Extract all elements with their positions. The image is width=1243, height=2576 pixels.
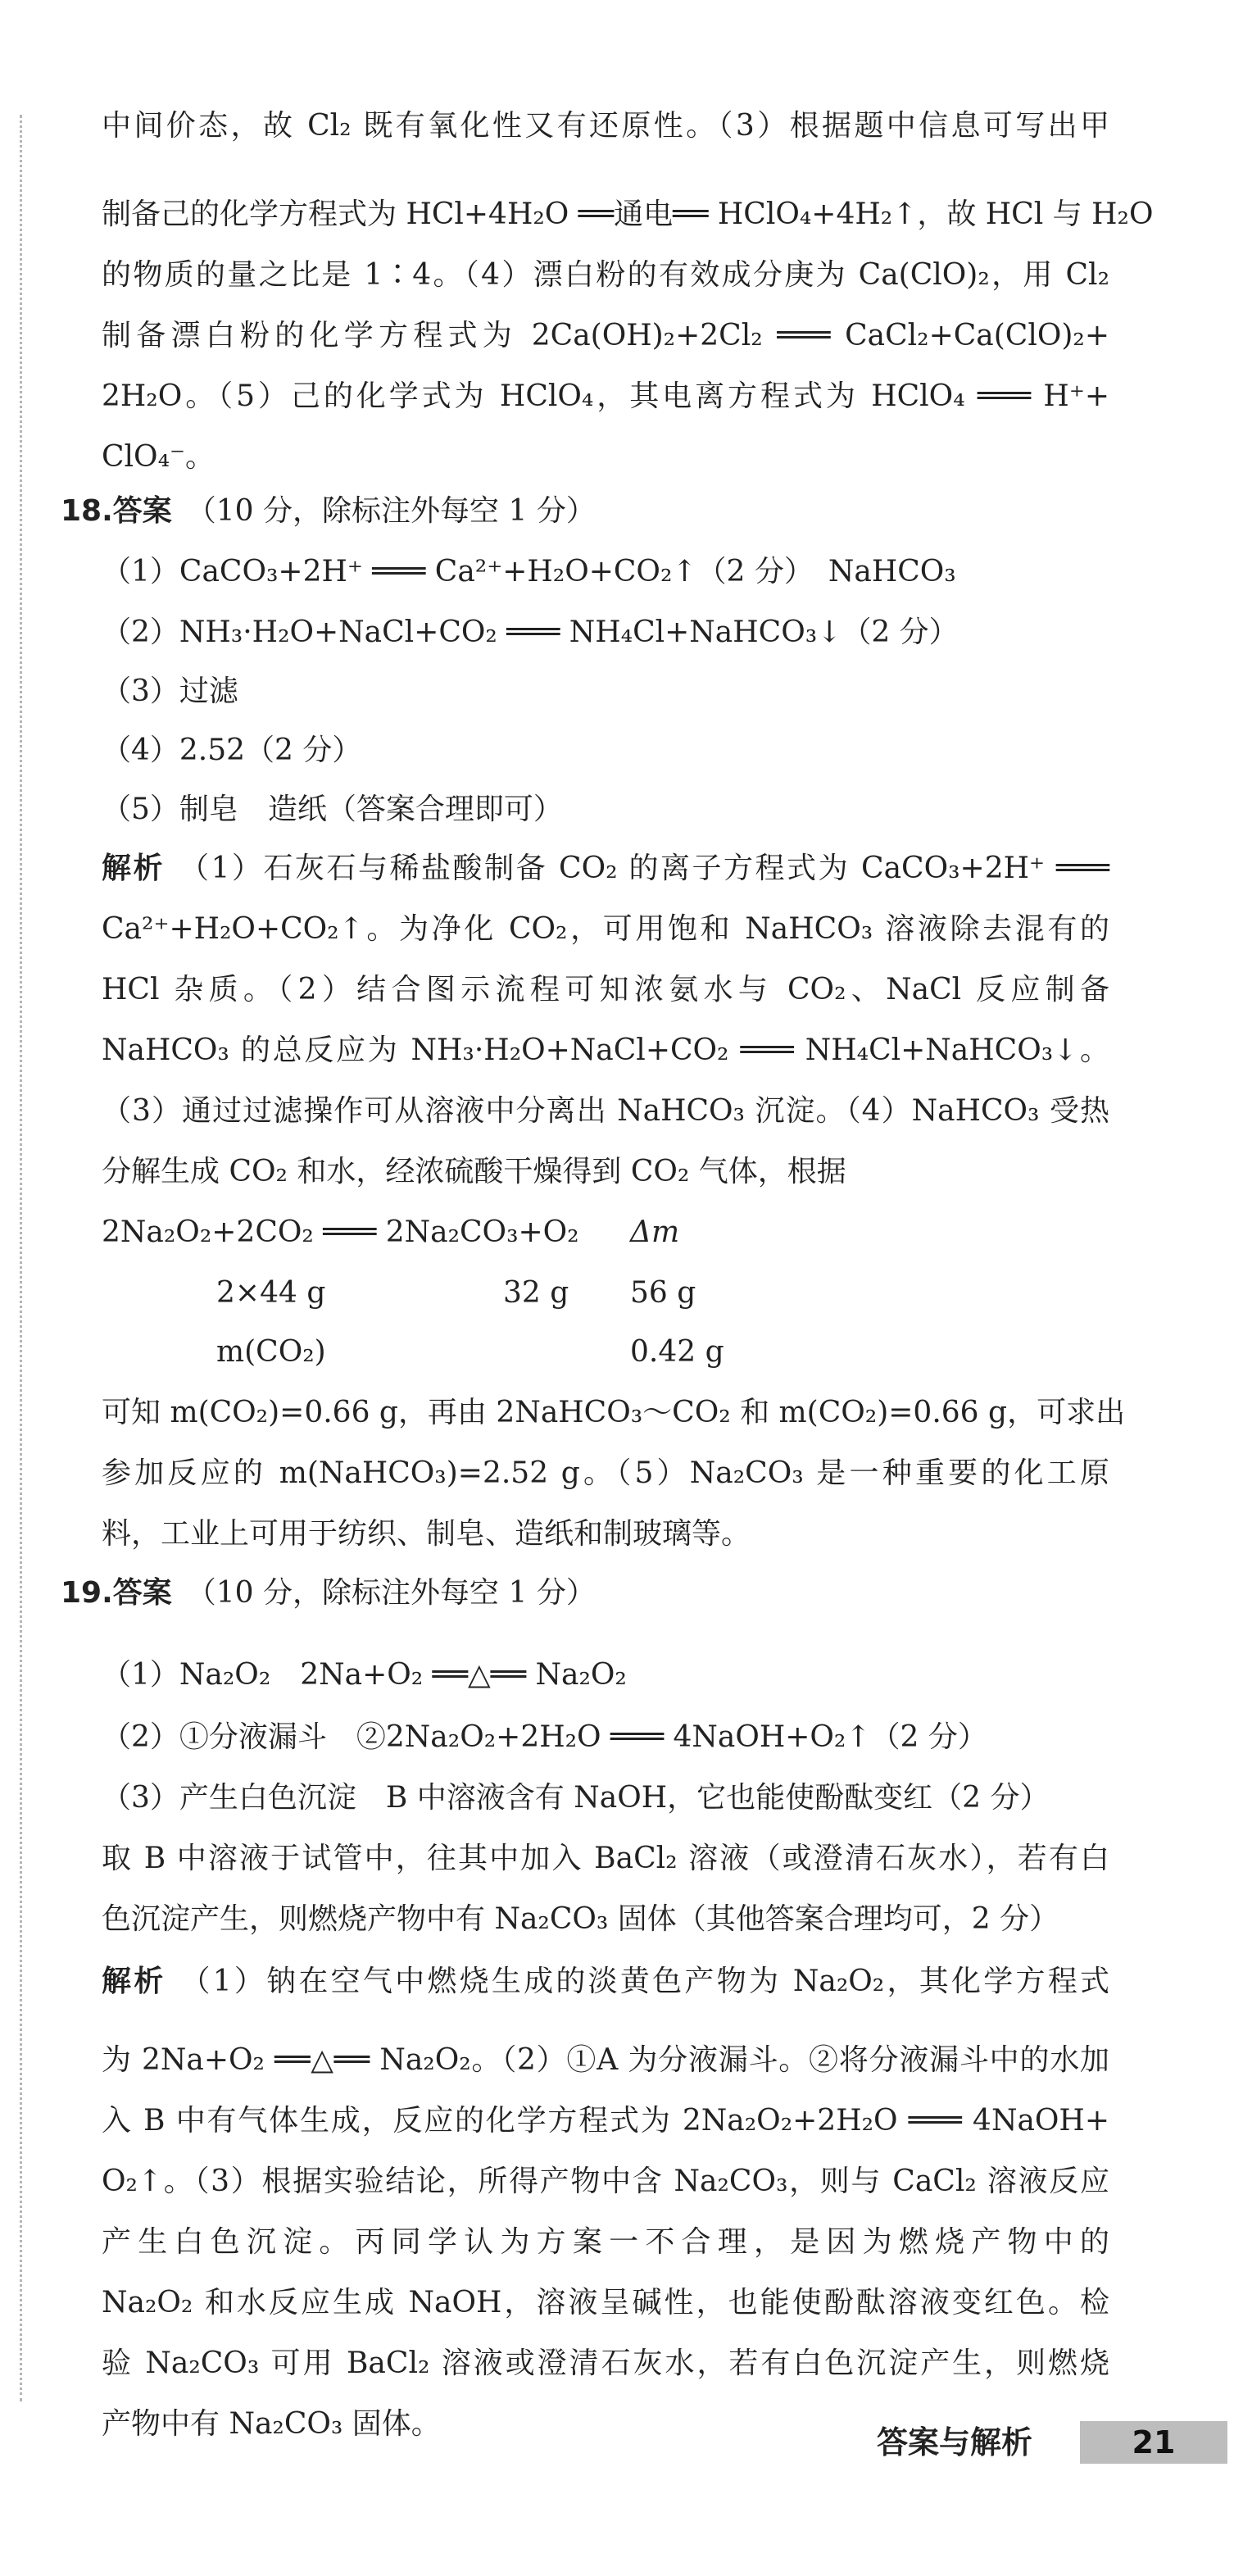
q19-analysis-text: （1）钠在空气中燃烧生成的淡黄色产物为 Na₂O₂，其化学方程式 <box>180 1965 1109 1998</box>
q19-score-note: （10 分，除标注外每空 1 分） <box>186 1576 596 1610</box>
calc-delta-ratio: 56 g <box>630 1276 696 1310</box>
q19-answer-line: 色沉淀产生，则燃烧产物中有 Na₂CO₃ 固体（其他答案合理均可，2 分） <box>102 1902 1059 1936</box>
q19-analysis-line: 入 B 中有气体生成，反应的化学方程式为 2Na₂O₂+2H₂O ═══ 4NaOH+ <box>102 2104 1109 2138</box>
q18-analysis-line: NaHCO₃ 的总反应为 NH₃·H₂O+NaCl+CO₂ ═══ NH₄Cl+NaHCO₃↓。 <box>102 1034 1109 1067</box>
q19-analysis-line: O₂↑。（3）根据实验结论，所得产物中含 Na₂CO₃，则与 CaCl₂ 溶液反应 <box>102 2165 1109 2198</box>
q19-analysis-line: 产生白色沉淀。丙同学认为方案一不合理，是因为燃烧产物中的 <box>102 2225 1109 2259</box>
q19-analysis-label: 解析 <box>102 1965 166 1998</box>
text-line: 2H₂O。（5）己的化学式为 HClO₄，其电离方程式为 HClO₄ ═══ H⁺+ <box>102 379 1109 413</box>
q19-analysis-line: 为 2Na+O₂ ══△══ Na₂O₂。（2）①A 为分液漏斗。②将分液漏斗中的水加 <box>102 2043 1109 2077</box>
calc-o2-mass-ratio: 32 g <box>503 1276 569 1310</box>
q18-answer-line: （1）CaCO₃+2H⁺ ═══ Ca²⁺+H₂O+CO₂↑（2 分） NaHCO₃ <box>102 555 956 588</box>
q18-analysis-line: 参加反应的 m(NaHCO₃)=2.52 g。（5）Na₂CO₃ 是一种重要的化工原 <box>102 1456 1109 1490</box>
page-content <box>61 0 1154 2576</box>
q18-answer-line: （2）NH₃·H₂O+NaCl+CO₂ ═══ NH₄Cl+NaHCO₃↓（2 分） <box>102 616 959 649</box>
q19-analysis-line: 产物中有 Na₂CO₃ 固体。 <box>102 2407 441 2441</box>
q18-answer-line: （3）过滤 <box>102 675 238 708</box>
binding-margin-dotted-line <box>20 115 22 2401</box>
calc-co2-unknown: m(CO₂) <box>216 1335 326 1369</box>
q19-answer-line: （3）产生白色沉淀 B 中溶液含有 NaOH，它也能使酚酞变红（2 分） <box>102 1781 1050 1815</box>
q18-analysis-line: 料，工业上可用于纺织、制皂、造纸和制玻璃等。 <box>102 1517 751 1551</box>
q18-analysis-line: （3）通过过滤操作可从溶液中分离出 NaHCO₃ 沉淀。（4）NaHCO₃ 受热 <box>102 1094 1109 1128</box>
text-line: 中间价态，故 Cl₂ 既有氧化性又有还原性。（3）根据题中信息可写出甲 <box>102 109 1109 143</box>
text-line: 制备漂白粉的化学方程式为 2Ca(OH)₂+2Cl₂ ═══ CaCl₂+Ca(ClO)₂+ <box>102 319 1109 352</box>
footer-section-title: 答案与解析 <box>877 2424 1033 2460</box>
q18-answer-label: 18.答案 <box>61 494 172 528</box>
q19-answer-label: 19.答案 <box>61 1576 172 1610</box>
text-line: 制备己的化学方程式为 HCl+4H₂O ══通电══ HClO₄+4H₂↑，故 HCl 与 H₂O <box>102 198 1154 231</box>
q18-answer-line: （4）2.52（2 分） <box>102 734 362 767</box>
q18-analysis-text: （1）石灰石与稀盐酸制备 CO₂ 的离子方程式为 CaCO₃+2H⁺ ═══ <box>179 852 1109 885</box>
calc-delta-value: 0.42 g <box>630 1335 724 1369</box>
q18-header <box>61 490 1109 533</box>
q18-analysis-line: 分解生成 CO₂ 和水，经浓硫酸干燥得到 CO₂ 气体，根据 <box>102 1155 846 1188</box>
q19-analysis-line <box>102 1960 1109 2003</box>
q18-analysis-label: 解析 <box>102 852 166 885</box>
text-line: ClO₄⁻。 <box>102 440 215 474</box>
q18-score-note: （10 分，除标注外每空 1 分） <box>186 494 596 528</box>
calc-co2-mass-ratio: 2×44 g <box>216 1276 326 1310</box>
text-line: 的物质的量之比是 1∶4。（4）漂白粉的有效成分庚为 Ca(ClO)₂，用 Cl₂ <box>102 258 1109 292</box>
calc-equation: 2Na₂O₂+2CO₂ ═══ 2Na₂CO₃+O₂ <box>102 1215 579 1249</box>
q19-analysis-line: 验 Na₂CO₃ 可用 BaCl₂ 溶液或澄清石灰水，若有白色沉淀产生，则燃烧 <box>102 2347 1109 2380</box>
page-number: 21 <box>1080 2421 1227 2464</box>
q18-analysis-line <box>102 847 1109 890</box>
q18-analysis-line: 可知 m(CO₂)=0.66 g，再由 2NaHCO₃～CO₂ 和 m(CO₂)=0.66 g，可求出 <box>102 1396 1126 1429</box>
q19-answer-line: （1）Na₂O₂ 2Na+O₂ ══△══ Na₂O₂ <box>102 1658 627 1692</box>
q19-header <box>61 1572 1109 1615</box>
q19-answer-line: 取 B 中溶液于试管中，往其中加入 BaCl₂ 溶液（或澄清石灰水），若有白 <box>102 1842 1109 1875</box>
q19-answer-line: （2）①分液漏斗 ②2Na₂O₂+2H₂O ═══ 4NaOH+O₂↑（2 分） <box>102 1720 987 1754</box>
q18-answer-line: （5）制皂 造纸（答案合理即可） <box>102 793 563 826</box>
q18-analysis-line: HCl 杂质。（2）结合图示流程可知浓氨水与 CO₂、NaCl 反应制备 <box>102 973 1109 1006</box>
q19-analysis-line: Na₂O₂ 和水反应生成 NaOH，溶液呈碱性，也能使酚酞溶液变红色。检 <box>102 2286 1109 2319</box>
calc-delta-m: Δm <box>630 1215 680 1249</box>
q18-analysis-line: Ca²⁺+H₂O+CO₂↑。为净化 CO₂，可用饱和 NaHCO₃ 溶液除去混有的 <box>102 912 1109 946</box>
